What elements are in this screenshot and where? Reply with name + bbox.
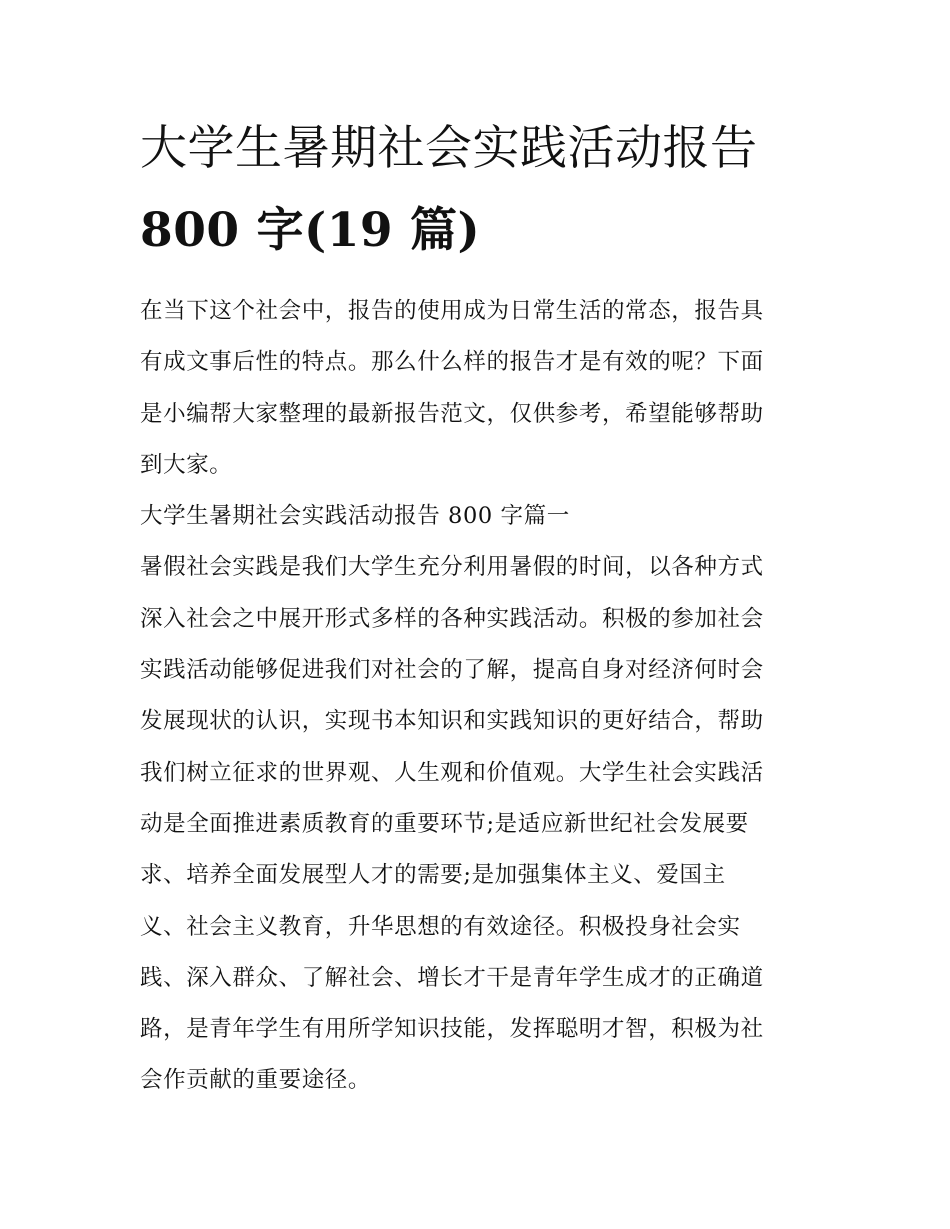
- body-line: 求、培养全面发展型人才的需要;是加强集体主义、爱国主: [140, 862, 726, 889]
- intro-line: 在当下这个社会中，报告的使用成为日常生活的常态，报告具: [140, 298, 764, 324]
- intro-line: 有成文事后性的特点。那么什么样的报告才是有效的呢？下面: [140, 349, 764, 376]
- intro-line: 是小编帮大家整理的最新报告范文，仅供参考，希望能够帮助: [140, 400, 764, 427]
- intro-paragraph: [140, 286, 815, 491]
- body-line: 深入社会之中展开形式多样的各种实践活动。积极的参加社会: [140, 605, 764, 632]
- document-page: [140, 108, 815, 1107]
- body-line: 义、社会主义教育，升华思想的有效途径。积极投身社会实: [140, 913, 741, 940]
- body-line: 实践活动能够促进我们对社会的了解，提高自身对经济何时会: [140, 657, 764, 684]
- body-line: 暑假社会实践是我们大学生充分利用暑假的时间，以各种方式: [140, 554, 764, 581]
- body-line: 践、深入群众、了解社会、增长才干是青年学生成才的正确道: [140, 964, 764, 991]
- intro-line: 到大家。: [140, 451, 233, 478]
- section-heading-text: 大学生暑期社会实践活动报告 800 字篇一: [140, 503, 570, 530]
- title-line-2: 800 字(19 篇): [140, 203, 481, 258]
- document-title: [140, 108, 815, 272]
- body-line: 动是全面推进素质教育的重要环节;是适应新世纪社会发展要: [140, 810, 749, 837]
- section-heading: [140, 491, 815, 542]
- body-line: 我们树立征求的世界观、人生观和价值观。大学生社会实践活: [140, 759, 764, 786]
- body-paragraph: [140, 542, 815, 1106]
- title-line-1: 大学生暑期社会实践活动报告: [140, 121, 758, 176]
- body-line: 发展现状的认识，实现书本知识和实践知识的更好结合，帮助: [140, 708, 764, 735]
- body-line: 路，是青年学生有用所学知识技能，发挥聪明才智，积极为社: [140, 1016, 764, 1043]
- body-line: 会作贡献的重要途径。: [140, 1067, 372, 1094]
